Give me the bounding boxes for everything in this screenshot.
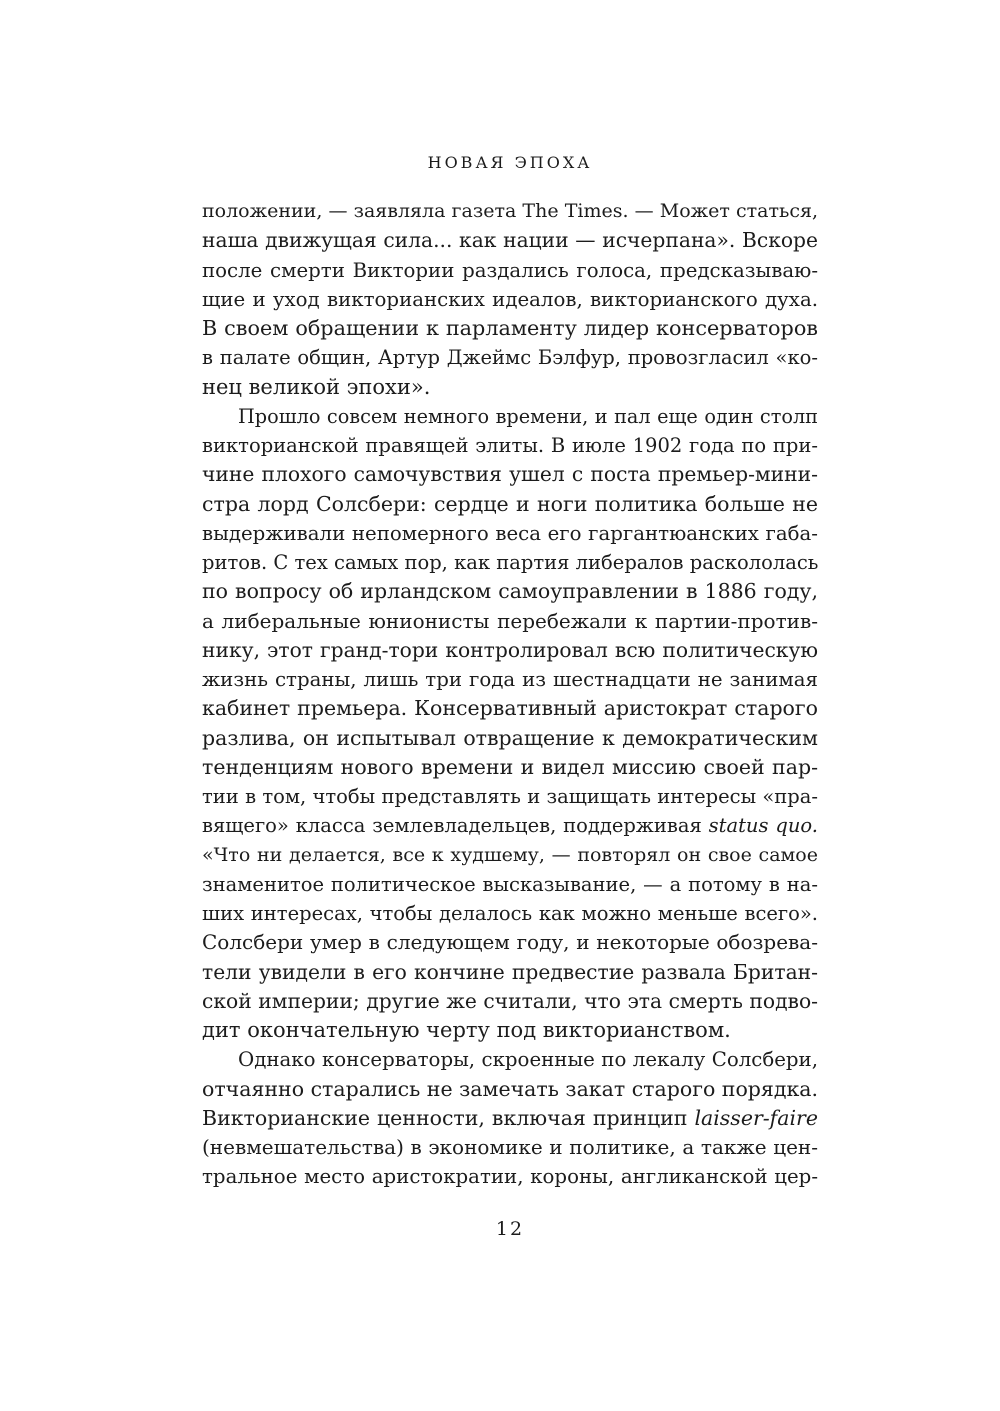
text-line: ритов. С тех самых пор, как партия либералов раскололась [202,551,819,574]
text-line-mixed [202,811,818,840]
text-line: знаменитое политическое высказывание, — а потому в на- [202,872,818,896]
text-line: В своем обращении к парламенту лидер консерваторов [202,316,818,340]
italic-term: laisser-faire [694,1105,818,1130]
text-line: выдерживали непомерного веса его гаргантюанских габа- [202,521,818,545]
text-segment: вящего» класса землевладельцев, поддерживая [202,814,702,838]
text-line: нец великой эпохи». [202,374,431,399]
text-line: тии в том, чтобы представлять и защищать интересы «пра- [202,785,818,808]
text-line: Прошло совсем немного времени, и пал еще один столп [238,404,818,428]
text-line: кабинет премьера. Консервативный аристократ старого [202,696,818,721]
text-line: после смерти Виктории раздались голоса, предсказываю- [202,258,818,282]
text-line: а либеральные юнионисты перебежали к партии-против- [202,608,818,633]
text-line: наша движущая сила... как нации — исчерпана». Вскоре [202,228,818,253]
text-line: (невмешательства) в экономике и политике, а также цен- [202,1135,818,1159]
text-line: Однако консерваторы, скроенные по лекалу Солсбери, [238,1048,818,1072]
running-head: НОВАЯ ЭПОХА [427,153,593,172]
text-line: ших интересах, чтобы делалось как можно меньше всего». [202,902,818,925]
text-line: стра лорд Солсбери: сердце и ноги политика больше не [202,491,818,516]
body-text [202,197,818,1192]
text-line: нику, этот гранд-тори контролировал всю политическую [202,637,818,662]
text-line: по вопросу об ирландском самоуправлении в 1886 году, [202,579,818,604]
text-line: дит окончательную черту под викторианством. [202,1018,731,1042]
text-line: щие и уход викторианских идеалов, викторианского духа. [202,287,818,311]
text-line: Солсбери умер в следующем году, и некоторые обозрева- [202,930,818,955]
text-line: «Что ни делается, все к худшему, — повторял он свое самое [202,843,818,866]
text-line: отчаянно старались не замечать закат старого порядка. [202,1076,819,1101]
text-line: тральное место аристократии, короны, англиканской цер- [202,1165,818,1189]
text-line: в палате общин, Артур Джеймс Бэлфур, провозгласил «ко- [202,346,818,370]
text-line: положении, — заявляла газета The Times. — Может статься, [202,200,818,222]
text-line: разлива, он испытывал отвращение к демократическим [202,725,818,750]
text-line: ской империи; другие же считали, что эта смерть подво- [202,988,818,1013]
text-line: тели увидели в его кончине предвестие развала Британ- [202,959,818,984]
text-line: жизнь страны, лишь три года из шестнадцати не занимая [202,668,818,691]
text-line-mixed [202,1104,818,1133]
text-line: чине плохого самочувствия ушел с поста премьер-мини- [202,462,818,487]
text-line: викторианской правящей элиты. В июле 1902 года по при- [202,434,818,457]
italic-term: status quo. [708,814,818,838]
text-segment: Викторианские ценности, включая принцип [202,1105,688,1130]
page-number: 12 [495,1218,525,1240]
text-line: тенденциям нового времени и видел миссию своей пар- [202,754,818,779]
